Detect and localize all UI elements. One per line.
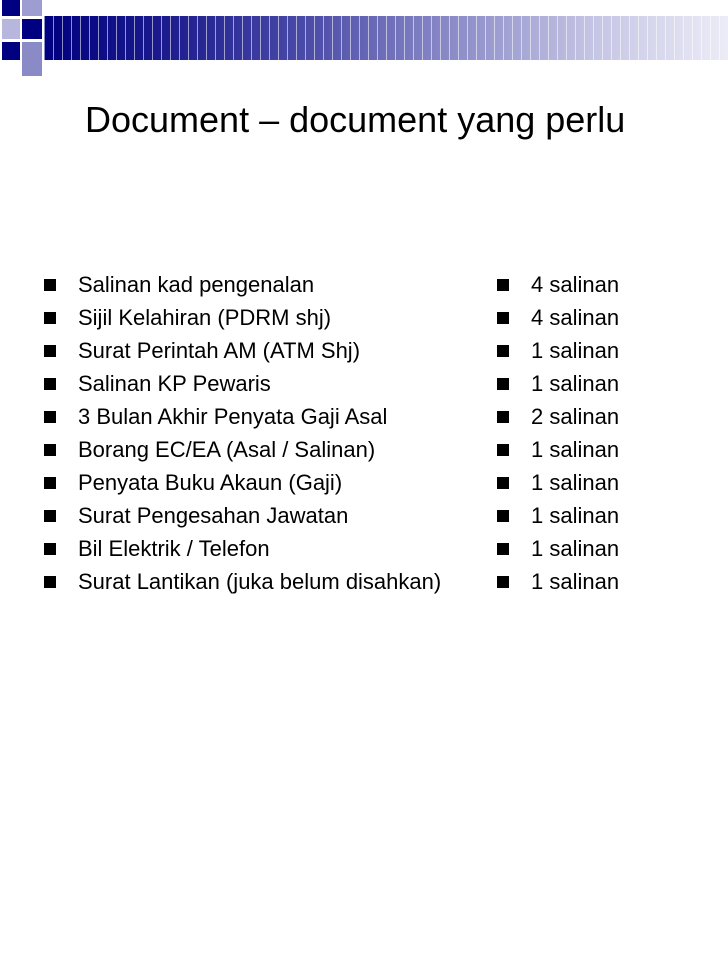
copies-item — [497, 400, 697, 433]
copies-item — [497, 334, 697, 367]
copies-item — [497, 499, 697, 532]
square-bullet-icon — [44, 444, 56, 456]
square-bullet-icon — [497, 576, 509, 588]
copies-count: 1 salinan — [531, 338, 620, 363]
square-bullet-icon — [497, 510, 509, 522]
document-item — [44, 466, 464, 499]
document-name: Surat Lantikan (juka belum disahkan) — [78, 569, 442, 594]
square-bullet-icon — [497, 543, 509, 555]
copies-count: 1 salinan — [531, 437, 620, 462]
copies-count: 4 salinan — [531, 305, 620, 330]
decorative-square — [22, 42, 42, 76]
copies-item — [497, 367, 697, 400]
square-bullet-icon — [44, 477, 56, 489]
header-decoration — [0, 0, 728, 80]
square-bullet-icon — [497, 279, 509, 291]
slide-title: Document – document yang perlu — [85, 99, 626, 140]
square-bullet-icon — [497, 444, 509, 456]
copies-item — [497, 268, 697, 301]
square-bullet-icon — [44, 411, 56, 423]
decorative-square — [2, 42, 20, 60]
document-name: Sijil Kelahiran (PDRM shj) — [78, 305, 332, 330]
document-item — [44, 334, 464, 367]
square-bullet-icon — [497, 378, 509, 390]
copies-item — [497, 466, 697, 499]
copies-count: 2 salinan — [531, 404, 620, 429]
copies-item — [497, 532, 697, 565]
decorative-square — [22, 0, 42, 16]
square-bullet-icon — [44, 345, 56, 357]
document-name: Penyata Buku Akaun (Gaji) — [78, 470, 343, 495]
document-item — [44, 367, 464, 400]
document-item — [44, 565, 464, 598]
square-bullet-icon — [44, 312, 56, 324]
document-item — [44, 268, 464, 301]
square-bullet-icon — [44, 378, 56, 390]
document-item — [44, 400, 464, 433]
copies-item — [497, 433, 697, 466]
decorative-square — [2, 0, 20, 16]
copies-count: 4 salinan — [531, 272, 620, 297]
copies-count: 1 salinan — [531, 371, 620, 396]
decorative-square — [2, 19, 20, 39]
document-name: Salinan KP Pewaris — [78, 371, 271, 396]
copies-count: 1 salinan — [531, 503, 620, 528]
document-name: Borang EC/EA (Asal / Salinan) — [78, 437, 376, 462]
copies-count: 1 salinan — [531, 470, 620, 495]
document-name: Bil Elektrik / Telefon — [78, 536, 270, 561]
square-bullet-icon — [44, 576, 56, 588]
document-list — [44, 268, 464, 598]
square-bullet-icon — [497, 477, 509, 489]
document-name: Surat Pengesahan Jawatan — [78, 503, 349, 528]
copies-item — [497, 301, 697, 334]
document-name: Salinan kad pengenalan — [78, 272, 315, 297]
copies-count: 1 salinan — [531, 536, 620, 561]
document-name: Surat Perintah AM (ATM Shj) — [78, 338, 361, 363]
document-item — [44, 433, 464, 466]
square-bullet-icon — [44, 543, 56, 555]
square-bullet-icon — [44, 510, 56, 522]
copies-list — [497, 268, 697, 598]
square-bullet-icon — [497, 411, 509, 423]
square-bullet-icon — [497, 345, 509, 357]
header-band-stripes — [44, 16, 728, 60]
copies-count: 1 salinan — [531, 569, 620, 594]
square-bullet-icon — [497, 312, 509, 324]
document-name: 3 Bulan Akhir Penyata Gaji Asal — [78, 404, 388, 429]
document-item — [44, 532, 464, 565]
copies-item — [497, 565, 697, 598]
document-item — [44, 301, 464, 334]
square-bullet-icon — [44, 279, 56, 291]
decorative-square — [22, 19, 42, 39]
document-item — [44, 499, 464, 532]
